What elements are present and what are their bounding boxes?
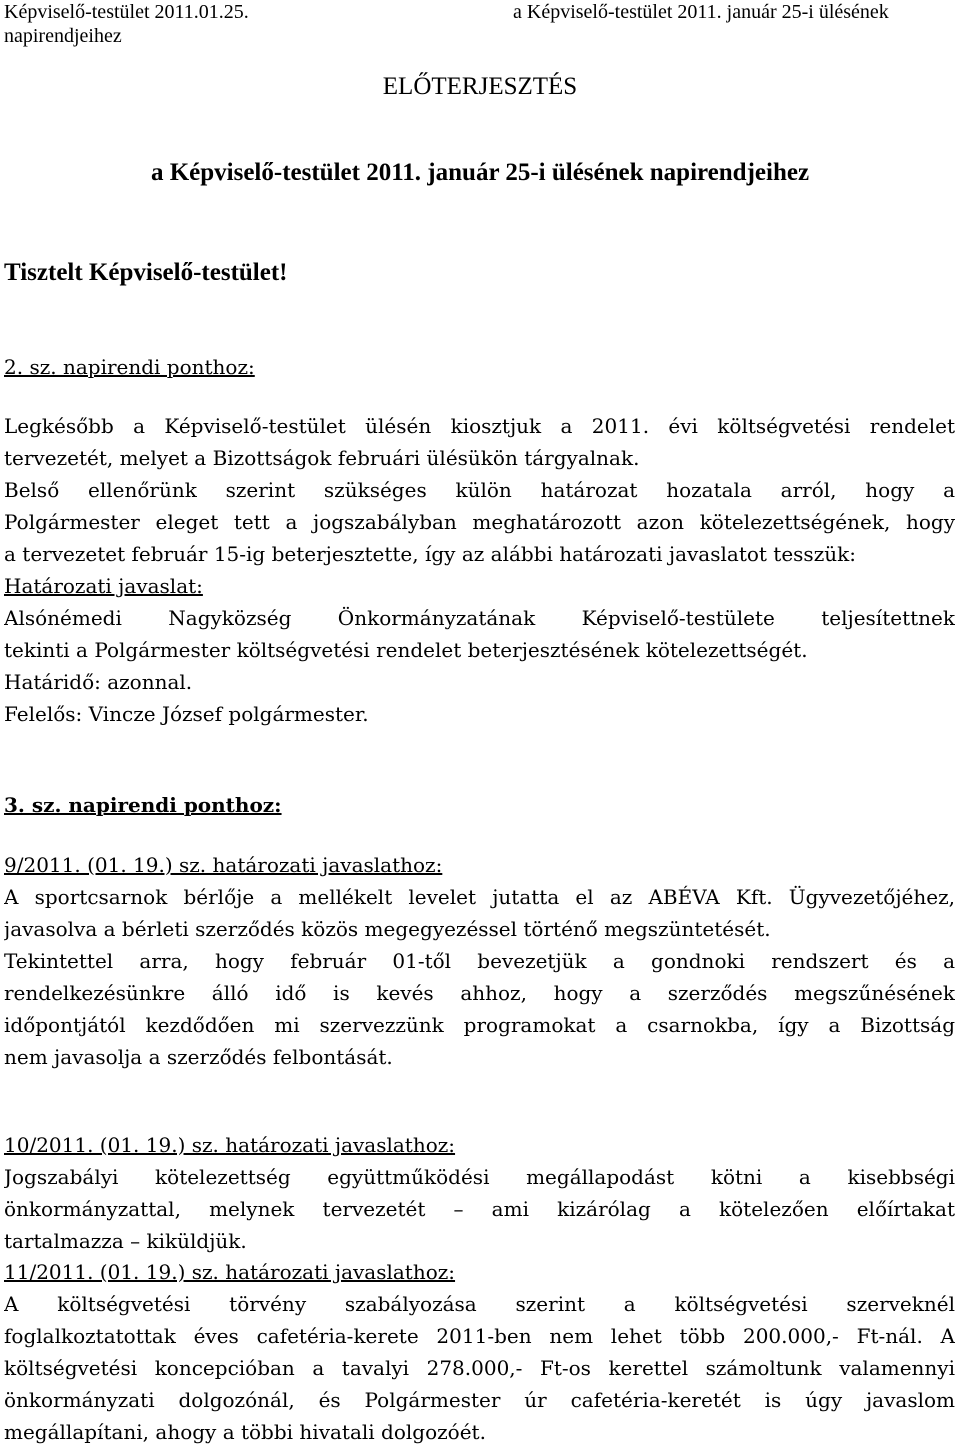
paragraph-line: rendelkezésünkre álló idő is kevés ahhoz, hogy a szerződés megszűnésének bbox=[4, 981, 955, 1005]
resolution-heading: 11/2011. (01. 19.) sz. határozati javaslathoz: bbox=[4, 1260, 456, 1284]
paragraph-line: költségvetési koncepcióban a tavalyi 278.000,- Ft-os kerettel számoltunk valamennyi bbox=[4, 1356, 955, 1380]
header-left-line2: napirendjeihez bbox=[4, 25, 122, 47]
paragraph-line: tervezetét, melyet a Bizottságok februári ülésükön tárgyalnak. bbox=[4, 446, 640, 470]
paragraph-line: Belső ellenőrünk szerint szükséges külön határozat hozatala arról, hogy a bbox=[4, 478, 955, 502]
resolution-heading: 9/2011. (01. 19.) sz. határozati javaslathoz: bbox=[4, 853, 443, 877]
resolution-section-10 bbox=[4, 1129, 955, 1257]
paragraph-line: megállapítani, ahogy a többi hivatali dolgozóét. bbox=[4, 1420, 486, 1444]
paragraph-line: foglalkoztatottak éves cafetéria-kerete 2011-ben nem lehet több 200.000,- Ft-nál. A bbox=[4, 1324, 955, 1348]
proposal-line: tekinti a Polgármester költségvetési rendelet beterjesztésének kötelezettségét. bbox=[4, 638, 808, 662]
paragraph-line: Jogszabályi kötelezettség együttműködési megállapodást kötni a kisebbségi bbox=[4, 1165, 955, 1189]
deadline-text: Határidő: azonnal. bbox=[4, 670, 193, 694]
resolution-heading: 10/2011. (01. 19.) sz. határozati javaslathoz: bbox=[4, 1133, 456, 1157]
paragraph-line: tartalmazza – kiküldjük. bbox=[4, 1229, 247, 1253]
proposal-label: Határozati javaslat: bbox=[4, 574, 203, 598]
agenda-item-3 bbox=[4, 789, 955, 821]
paragraph-line: a tervezetet február 15-ig beterjesztette, így az alábbi határozati javaslatot tesszük: bbox=[4, 542, 856, 566]
resolution-section-9 bbox=[4, 849, 955, 1073]
paragraph-line: önkormányzati dolgozónál, és Polgármester úr cafetéria-keretét is úgy javaslom bbox=[4, 1388, 955, 1412]
paragraph-line: nem javasolja a szerződés felbontását. bbox=[4, 1045, 393, 1069]
agenda-item-3-heading: 3. sz. napirendi ponthoz: bbox=[4, 793, 282, 817]
paragraph-line: önkormányzattal, melynek tervezetét – ami kizárólag a kötelezően előírtakat bbox=[4, 1197, 955, 1221]
paragraph-line: A költségvetési törvény szabályozása szerint a költségvetési szerveknél bbox=[4, 1292, 955, 1316]
paragraph-line: A sportcsarnok bérlője a mellékelt levelet jutatta el az ABÉVA Kft. Ügyvezetőjéhez, bbox=[4, 885, 955, 909]
paragraph-line: Legkésőbb a Képviselő-testület ülésén kiosztjuk a 2011. évi költségvetési rendelet bbox=[4, 414, 955, 438]
resolution-section-11 bbox=[4, 1256, 955, 1448]
salutation: Tisztelt Képviselő-testület! bbox=[4, 259, 288, 286]
document-subtitle: a Képviselő-testület 2011. január 25-i ülésének napirendjeihez bbox=[150, 159, 810, 186]
header-left-line1: Képviselő-testület 2011.01.25. bbox=[4, 1, 249, 23]
paragraph-line: javasolva a bérleti szerződés közös megegyezéssel történő megszüntetését. bbox=[4, 917, 771, 941]
agenda-item-2 bbox=[4, 351, 955, 383]
paragraph-line: Polgármester eleget tett a jogszabályban meghatározott azon kötelezettségének, hogy bbox=[4, 510, 955, 534]
paragraph-line: Tekintettel arra, hogy február 01-től bevezetjük a gondnoki rendszert és a bbox=[4, 949, 955, 973]
agenda-item-2-body bbox=[4, 410, 955, 730]
responsible-text: Felelős: Vincze József polgármester. bbox=[4, 702, 369, 726]
header-right-line1: a Képviselő-testület 2011. január 25-i ülésének bbox=[513, 1, 889, 23]
agenda-item-2-heading: 2. sz. napirendi ponthoz: bbox=[4, 355, 255, 379]
paragraph-line: időpontjától kezdődően mi szervezzünk programokat a csarnokba, így a Bizottság bbox=[4, 1013, 955, 1037]
document-title: ELŐTERJESZTÉS bbox=[382, 73, 578, 100]
proposal-line: Alsónémedi Nagyközség Önkormányzatának Képviselő-testülete teljesítettnek bbox=[4, 606, 955, 630]
